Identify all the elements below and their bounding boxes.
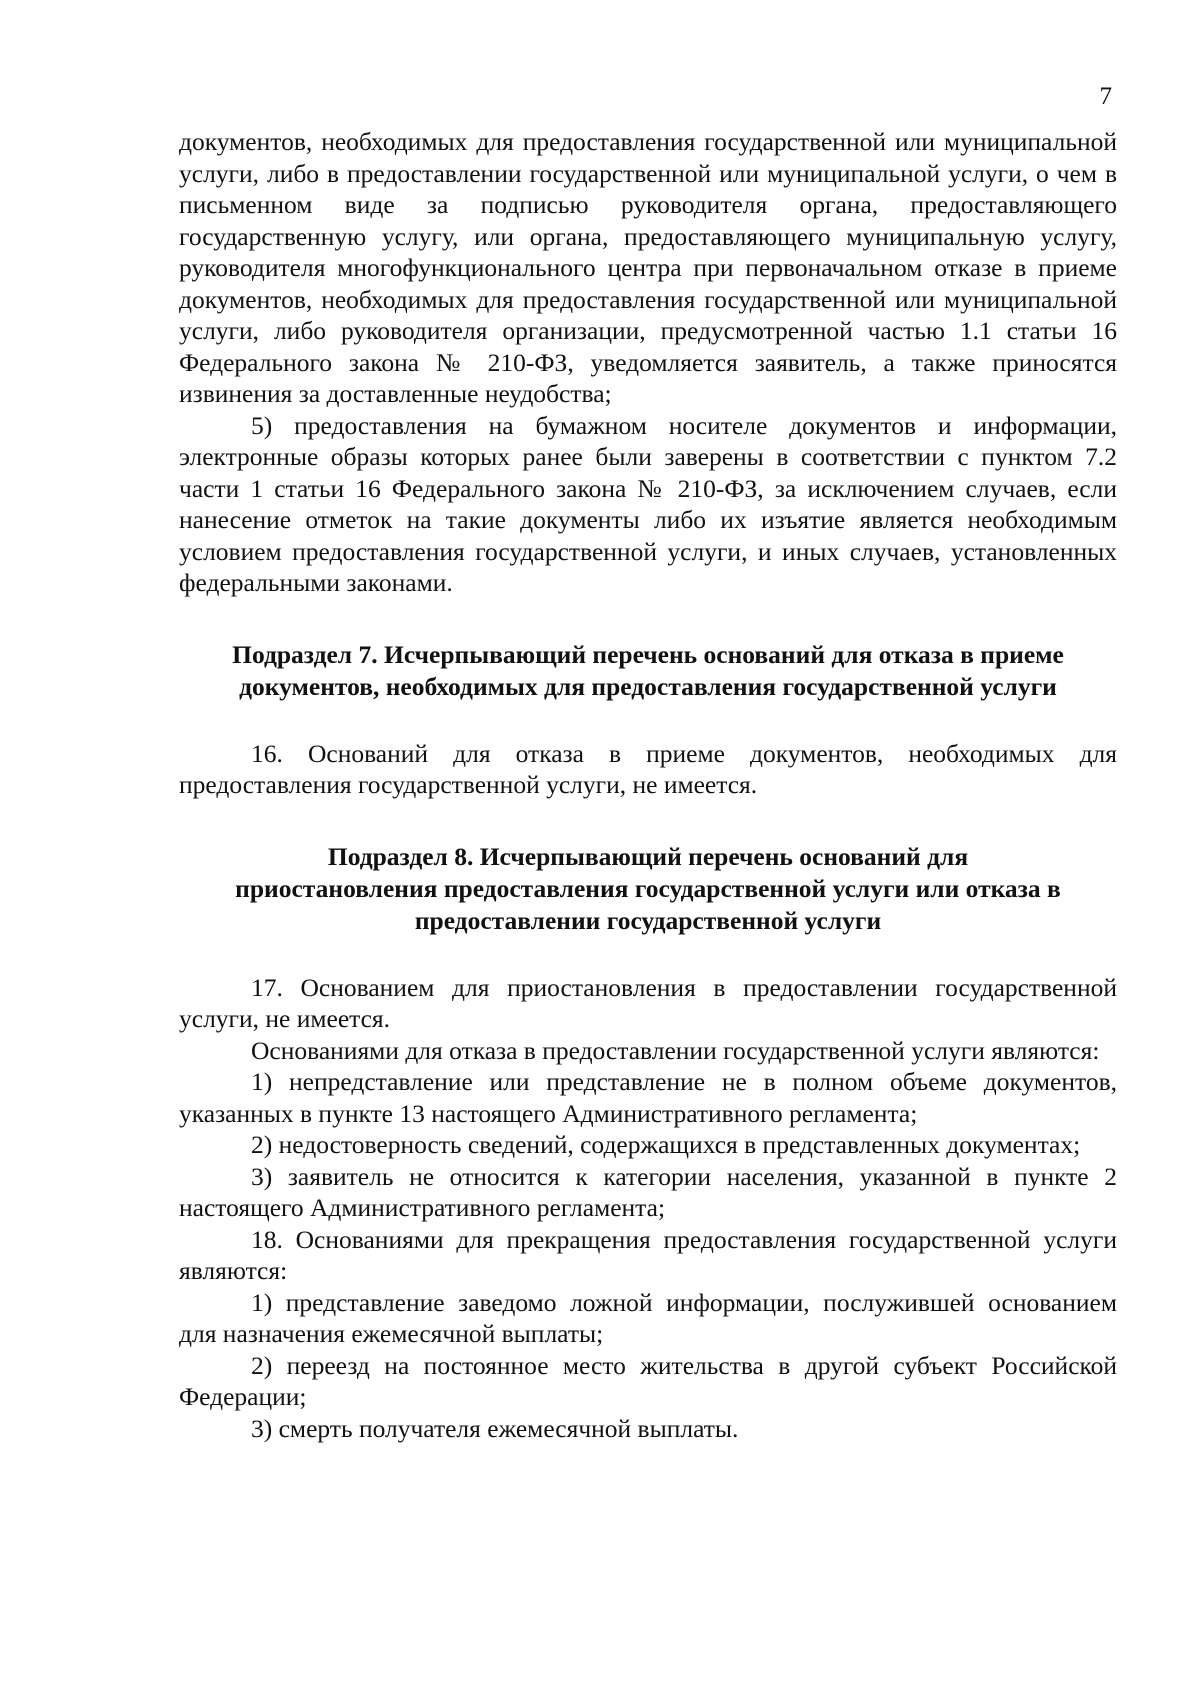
paragraph-continuation: документов, необходимых для предоставления государственной или муниципальной услуги, либо в предоставлении государственной или муниципальной услуги, о чем в письменном виде за подписью руководителя органа, предоставляющего государственную услугу, или органа, предоставляющего муниципальную услугу, руководителя многофункционального центра при первоначальном отказе в приеме документов, необходимых для предоставления государственной или муниципальной услуги, либо руководителя организации, предусмотренной частью 1.1 статьи 16 Федерального закона № 210-ФЗ, уведомляется заявитель, а также приносятся извинения за доставленные неудобства;	[179, 127, 1117, 408]
heading-line: Подраздел 7. Исчерпывающий перечень оснований для отказа в приеме	[232, 639, 1064, 669]
paragraph-16: 16. Оснований для отказа в приеме документов, необходимых для предоставления государственной услуги, не имеется.	[179, 738, 1117, 799]
page-number: 7	[1099, 83, 1112, 110]
heading-line: предоставлении государственной услуги	[414, 905, 882, 935]
heading-line: Подраздел 8. Исчерпывающий перечень оснований для	[327, 841, 969, 871]
paragraph-item-5: 5) предоставления на бумажном носителе документов и информации, электронные образы которых ранее были заверены в соответствии с пунктом 7.2 части 1 статьи 16 Федерального закона № 210-ФЗ, за исключением случаев, если нанесение отметок на такие документы либо их изъятие является необходимым условием предоставления государственной услуги, и иных случаев, установленных федеральными законами.	[179, 410, 1117, 597]
paragraph-17: 17. Основанием для приостановления в предоставлении государственной услуги, не имеется.	[179, 972, 1117, 1033]
heading-line: приостановления предоставления государственной услуги или отказа в	[235, 873, 1061, 903]
list-item: 2) недостоверность сведений, содержащихся в представленных документах;	[251, 1130, 1081, 1159]
list-item: 1) непредставление или представление не в полном объеме документов, указанных в пункте 13 настоящего Административного регламента;	[179, 1067, 1117, 1128]
heading-line: документов, необходимых для предоставления государственной услуги	[239, 671, 1057, 701]
list-item: 1) представление заведомо ложной информации, послужившей основанием для назначения ежемесячной выплаты;	[179, 1287, 1117, 1348]
list-item: 2) переезд на постоянное место жительства в другой субъект Российской Федерации;	[179, 1350, 1117, 1411]
paragraph-18: 18. Основаниями для прекращения предоставления государственной услуги являются:	[179, 1224, 1117, 1285]
paragraph-17-grounds: Основаниями для отказа в предоставлении государственной услуги являются:	[251, 1035, 1100, 1065]
list-item: 3) заявитель не относится к категории населения, указанной в пункте 2 настоящего Административного регламента;	[179, 1161, 1117, 1222]
subsection-7-heading	[179, 639, 1117, 703]
document-body	[179, 126, 1117, 1444]
list-item: 3) смерть получателя ежемесячной выплаты.	[251, 1413, 739, 1443]
subsection-8-heading	[179, 841, 1117, 937]
